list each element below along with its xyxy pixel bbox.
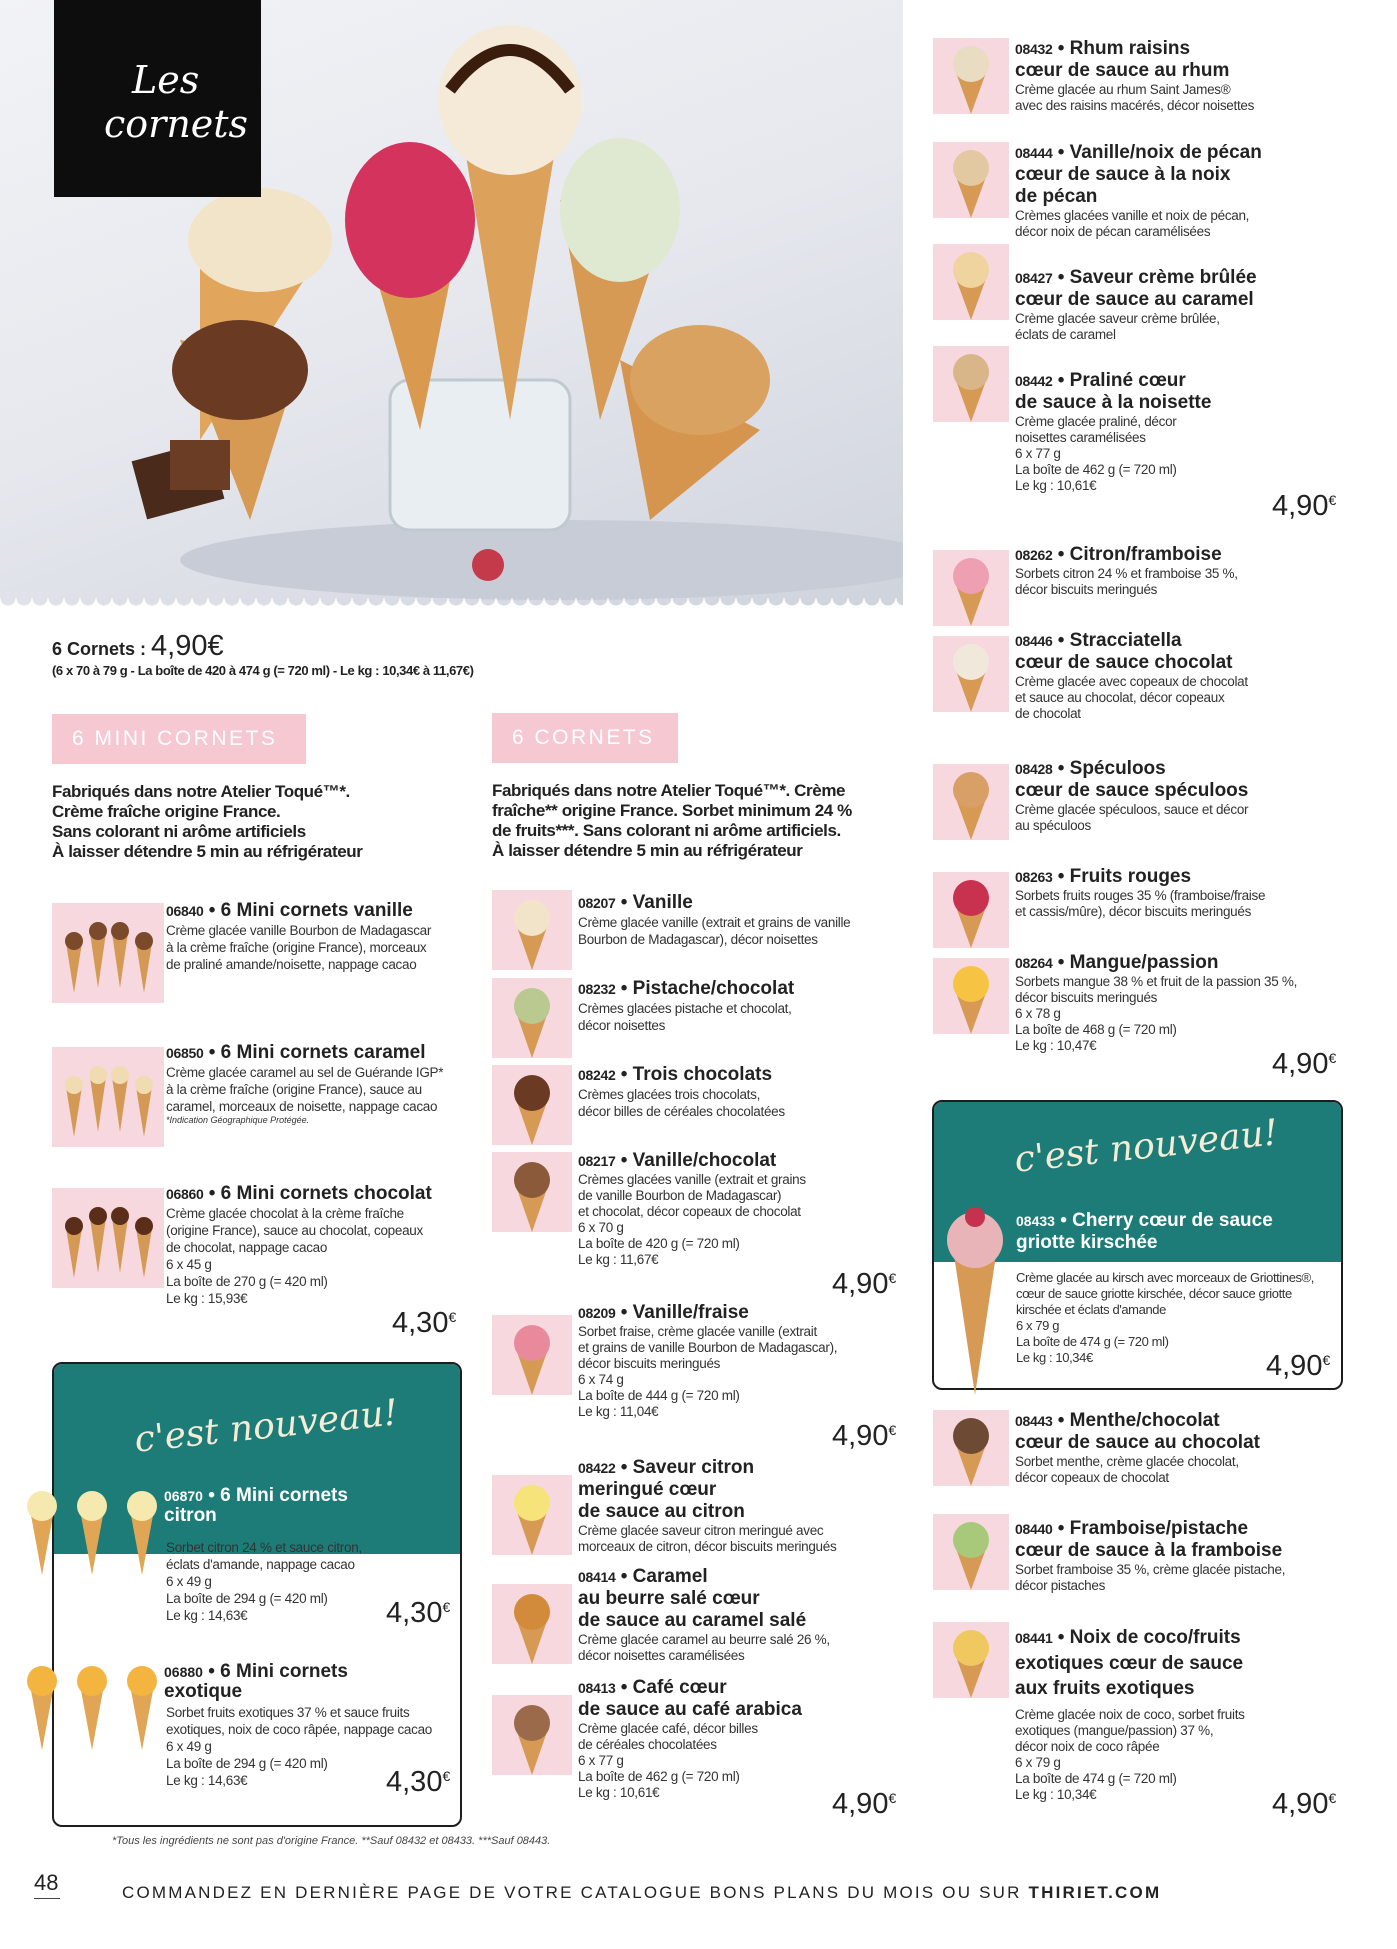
cornets-intro-line: Fabriqués dans notre Atelier Toqué™*. Crème (492, 781, 846, 800)
nouveau-script: c'est nouveau! (132, 1392, 400, 1461)
product-name: 6 Mini cornets citron (164, 1485, 348, 1526)
scalloped-edge (0, 598, 903, 624)
product-desc: Crèmes glacées pistache et chocolat, décor noisettes (578, 1001, 792, 1033)
mini-intro-line: À laisser détendre 5 min au réfrigérateur (52, 842, 363, 861)
product-name: Framboise/pistache cœur de sauce à la framboise (1015, 1518, 1283, 1561)
product-code: 08433 (1016, 1213, 1055, 1229)
mini-exotique-photo (20, 1655, 170, 1755)
price-value: 4,90 (1272, 490, 1329, 522)
product-06870-name: 06870 • 6 Mini cornets citron (164, 1485, 348, 1526)
product-name: Spéculoos cœur de sauce spéculoos (1015, 758, 1249, 801)
mini-caramel-photo (52, 1047, 164, 1147)
page-number: 48 (34, 1870, 59, 1895)
price-currency: € (1328, 1050, 1337, 1066)
price-value: 4,30 (392, 1307, 449, 1339)
product-06850: 06850 • 6 Mini cornets caramel Crème glacée caramel au sel de Guérande IGP* à la crème fraîche (origine France), sauce au caramel, morceaux de noisette, nappage cacao *Indication Géographique Protégée. (166, 1042, 466, 1125)
cornets-label: 6 Cornets : (52, 639, 147, 659)
thumb-08428 (933, 764, 1009, 840)
product-name: Noix de coco/fruits exotiques cœur de sauce aux fruits exotiques (1015, 1627, 1244, 1699)
tag-mini-cornets: 6 MINI CORNETS (52, 714, 306, 764)
price-08433 (1266, 1350, 1330, 1383)
price-06870 (386, 1597, 450, 1630)
product-08444: 08444 • Vanille/noix de pécan cœur de sauce à la noix de pécan Crèmes glacées vanille et noix de pécan, décor noix de pécan caramélisées (1015, 142, 1355, 240)
product-06840: 06840 • 6 Mini cornets vanille Crème glacée vanille Bourbon de Madagascar à la crème fraîche (origine France), morceaux de praliné amande/noisette, nappage cacao (166, 900, 466, 973)
product-code: 08232 (578, 981, 616, 997)
thumb-08441 (933, 1622, 1009, 1698)
price-value: 4,90 (1272, 1048, 1329, 1080)
price-currency: € (888, 1790, 897, 1806)
product-desc: Crèmes glacées trois chocolats, décor billes de céréales chocolatées (578, 1087, 785, 1119)
footnote: *Tous les ingrédients ne sont pas d'origine France. **Sauf 08432 et 08433. ***Sauf 08443. (112, 1835, 551, 1847)
product-08207: 08207 • Vanille Crème glacée vanille (extrait et grains de vanille Bourbon de Madagascar), décor noisettes (578, 892, 908, 948)
product-desc: Crème glacée au rhum Saint James® avec des raisins macérés, décor noisettes (1015, 82, 1255, 113)
price-value: 4,90 (832, 1268, 889, 1300)
price-06880 (386, 1766, 450, 1799)
product-08413: 08413 • Café cœur de sauce au café arabica Crème glacée café, décor billes de céréales chocolatées 6 x 77 g La boîte de 462 g (= 720 ml) Le kg : 10,61€ (578, 1677, 908, 1801)
product-name: Café cœur de sauce au café arabica (578, 1677, 802, 1720)
title-line-1: Les (132, 57, 200, 102)
product-name: 6 Mini cornets exotique (164, 1661, 348, 1702)
product-08427: 08427 • Saveur crème brûlée cœur de sauce au caramel Crème glacée saveur crème brûlée, éclats de caramel (1015, 267, 1355, 343)
thumb-08232 (492, 978, 572, 1058)
right-thumbnails (933, 38, 1009, 1118)
thumb-08262 (933, 550, 1009, 626)
product-desc: Crème glacée caramel au sel de Guérande IGP* à la crème fraîche (origine France), sauce au caramel, morceaux de noisette, nappage cacao (166, 1065, 444, 1114)
product-code: 08441 (1015, 1630, 1053, 1646)
product-code: 08413 (578, 1680, 616, 1696)
product-name: Mangue/passion (1069, 952, 1219, 973)
footer-cta (122, 1883, 1161, 1903)
product-desc: Crème glacée noix de coco, sorbet fruits exotiques (mangue/passion) 37 %, décor noix de coco râpée 6 x 79 g La boîte de 474 g (= 720 ml) Le kg : 10,34€ (1015, 1707, 1245, 1802)
product-code: 08262 (1015, 547, 1053, 563)
product-note: *Indication Géographique Protégée. (166, 1115, 310, 1125)
product-08217: 08217 • Vanille/chocolat Crèmes glacées vanille (extrait et grains de vanille Bourbon de Madagascar) et chocolat, décor copeaux de chocolat 6 x 70 g La boîte de 420 g (= 720 ml) Le kg : 11,67€ (578, 1150, 908, 1268)
product-08414: 08414 • Caramel au beurre salé cœur de sauce au caramel salé Crème glacée caramel au beurre salé 26 %, décor noisettes caramélisées (578, 1566, 908, 1664)
product-desc: Sorbet menthe, crème glacée chocolat, décor copeaux de chocolat (1015, 1454, 1239, 1485)
price-currency: € (1322, 1352, 1331, 1368)
product-desc: Sorbets fruits rouges 35 % (framboise/fraise et cassis/mûre), décor biscuits meringués (1015, 888, 1266, 919)
product-08209: 08209 • Vanille/fraise Sorbet fraise, crème glacée vanille (extrait et grains de vanille Bourbon de Madagascar), décor biscuits meringués 6 x 74 g La boîte de 444 g (= 720 ml) Le kg : 11,04€ (578, 1302, 908, 1420)
thumb-08422 (492, 1475, 572, 1555)
price-08209 (832, 1420, 896, 1453)
thumb-08263 (933, 872, 1009, 948)
price-08442 (1272, 490, 1336, 523)
product-desc: Sorbets mangue 38 % et fruit de la passion 35 %, décor biscuits meringués 6 x 78 g La boîte de 468 g (= 720 ml) Le kg : 10,47€ (1015, 974, 1298, 1053)
product-08263: 08263 • Fruits rouges Sorbets fruits rouges 35 % (framboise/fraise et cassis/mûre), décor biscuits meringués (1015, 866, 1355, 920)
product-code: 08443 (1015, 1413, 1053, 1429)
price-08217 (832, 1268, 896, 1301)
product-08440: 08440 • Framboise/pistache cœur de sauce à la framboise Sorbet framboise 35 %, crème glacée pistache, décor pistaches (1015, 1518, 1355, 1594)
price-currency: € (888, 1270, 897, 1286)
cornets-details: (6 x 70 à 79 g - La boîte de 420 à 474 g (= 720 ml) - Le kg : 10,34€ à 11,67€) (52, 663, 474, 678)
nouveau-box-mini (52, 1362, 462, 1827)
cornets-price: 4,90€ (151, 630, 224, 662)
product-code: 06850 (166, 1045, 204, 1061)
section-title (54, 0, 261, 197)
product-name: Caramel au beurre salé cœur de sauce au caramel salé (578, 1566, 807, 1631)
thumb-08432 (933, 38, 1009, 114)
price-currency: € (1328, 1790, 1337, 1806)
price-value: 4,90 (832, 1420, 889, 1452)
product-08432: 08432 • Rhum raisins cœur de sauce au rhum Crème glacée au rhum Saint James® avec des raisins macérés, décor noisettes (1015, 38, 1355, 114)
product-name: 6 Mini cornets caramel (220, 1042, 426, 1063)
product-code: 08427 (1015, 270, 1053, 286)
price-currency: € (442, 1599, 451, 1615)
cornets-intro-line: À laisser détendre 5 min au réfrigérateur (492, 841, 803, 860)
thumb-08209 (492, 1315, 572, 1395)
product-code: 06860 (166, 1186, 204, 1202)
product-name: Praliné cœur de sauce à la noisette (1015, 370, 1212, 413)
product-08433-desc: Crème glacée au kirsch avec morceaux de Griottines®, cœur de sauce griotte kirschée, décor sauce griotte kirschée et éclats d'amande 6 x 79 g La boîte de 474 g (= 720 ml) Le kg : 10,34€ (1016, 1270, 1315, 1365)
product-code: 08264 (1015, 955, 1053, 971)
product-code: 08207 (578, 895, 616, 911)
cornets-summary (52, 630, 224, 663)
price-08441 (1272, 1788, 1336, 1821)
mini-intro (52, 782, 363, 862)
product-code: 08242 (578, 1067, 616, 1083)
thumb-08217 (492, 1152, 572, 1232)
product-name: Citron/framboise (1069, 544, 1222, 565)
mini-vanille-photo (52, 903, 164, 1003)
price-08264 (1272, 1048, 1336, 1081)
mini-intro-line: Crème fraîche origine France. (52, 802, 281, 821)
cornets-intro (492, 781, 852, 861)
thumb-08440 (933, 1514, 1009, 1590)
product-08422: 08422 • Saveur citron meringué cœur de sauce au citron Crème glacée saveur citron meringué avec morceaux de citron, décor biscuits meringués (578, 1457, 908, 1555)
product-desc: Sorbets citron 24 % et framboise 35 %, décor biscuits meringués (1015, 566, 1238, 597)
product-desc: Crème glacée saveur crème brûlée, éclats de caramel (1015, 311, 1220, 342)
price-value: 4,90 (832, 1788, 889, 1820)
product-desc: Sorbet framboise 35 %, crème glacée pistache, décor pistaches (1015, 1562, 1286, 1593)
product-code: 08428 (1015, 761, 1053, 777)
product-08428: 08428 • Spéculoos cœur de sauce spéculoos Crème glacée spéculoos, sauce et décor au spéculoos (1015, 758, 1355, 834)
cherry-cone-photo (940, 1195, 1010, 1395)
product-desc: Crème glacée vanille (extrait et grains de vanille Bourbon de Madagascar), décor noisettes (578, 915, 851, 947)
product-08443: 08443 • Menthe/chocolat cœur de sauce au chocolat Sorbet menthe, crème glacée chocolat, décor copeaux de chocolat (1015, 1410, 1355, 1486)
price-value: 4,90 (1266, 1350, 1323, 1382)
thumb-08442 (933, 346, 1009, 422)
product-08433-name: 08433 • Cherry cœur de sauce griotte kirschée (1016, 1210, 1273, 1253)
product-08262: 08262 • Citron/framboise Sorbets citron 24 % et framboise 35 %, décor biscuits meringués (1015, 544, 1355, 598)
product-name: 6 Mini cornets chocolat (220, 1183, 432, 1204)
product-desc: Crème glacée praliné, décor noisettes caramélisées 6 x 77 g La boîte de 462 g (= 720 ml) Le kg : 10,61€ (1015, 414, 1177, 493)
product-name: Fruits rouges (1069, 866, 1192, 887)
product-desc: Crème glacée chocolat à la crème fraîche (origine France), sauce au chocolat, copeaux de chocolat, nappage cacao 6 x 45 g La boîte de 270 g (= 420 ml) Le kg : 15,93€ (166, 1206, 423, 1306)
thumb-08413 (492, 1695, 572, 1775)
product-code: 08217 (578, 1153, 616, 1169)
product-desc: Crème glacée avec copeaux de chocolat et sauce au chocolat, décor copeaux de chocolat (1015, 674, 1248, 721)
product-name: Saveur citron meringué cœur de sauce au citron (578, 1457, 755, 1522)
thumb-08443 (933, 1410, 1009, 1486)
product-name: 6 Mini cornets vanille (220, 900, 413, 921)
price-08413 (832, 1788, 896, 1821)
page-number-underline (34, 1898, 60, 1899)
tag-cornets: 6 CORNETS (492, 713, 678, 763)
product-08441: 08441 • Noix de coco/fruits exotiques cœur de sauce aux fruits exotiques Crème glacée noix de coco, sorbet fruits exotiques (mangue/passion) 37 %, décor noix de coco râpée 6 x 79 g La boîte de 474 g (= 720 ml) Le kg : 10,34€ (1015, 1625, 1355, 1803)
product-name: Stracciatella cœur de sauce chocolat (1015, 630, 1233, 673)
product-desc: Crèmes glacées vanille (extrait et grains de vanille Bourbon de Madagascar) et chocolat, décor copeaux de chocolat 6 x 70 g La boîte de 420 g (= 720 ml) Le kg : 11,67€ (578, 1172, 806, 1267)
product-code: 08442 (1015, 373, 1053, 389)
product-06860: 06860 • 6 Mini cornets chocolat Crème glacée chocolat à la crème fraîche (origine France), sauce au chocolat, copeaux de chocolat, nappage cacao 6 x 45 g La boîte de 270 g (= 420 ml) Le kg : 15,93€ (166, 1183, 466, 1307)
product-06870-desc: Sorbet citron 24 % et sauce citron, éclats d'amande, nappage cacao 6 x 49 g La boîte de 294 g (= 420 ml) Le kg : 14,63€ (166, 1540, 362, 1623)
product-name: Vanille/fraise (632, 1302, 749, 1323)
nouveau-script: c'est nouveau! (1012, 1112, 1280, 1181)
product-08264: 08264 • Mangue/passion Sorbets mangue 38 % et fruit de la passion 35 %, décor biscuits meringués 6 x 78 g La boîte de 468 g (= 720 ml) Le kg : 10,47€ (1015, 952, 1355, 1054)
mini-citron-photo (20, 1480, 170, 1580)
title-line-2: cornets (104, 101, 249, 146)
thumb-08427 (933, 244, 1009, 320)
product-desc: Crème glacée saveur citron meringué avec morceaux de citron, décor biscuits meringués (578, 1523, 837, 1554)
product-code: 06880 (164, 1664, 203, 1680)
product-code: 06840 (166, 903, 204, 919)
product-code: 08209 (578, 1305, 616, 1321)
thumb-08414 (492, 1584, 572, 1664)
product-08446: 08446 • Stracciatella cœur de sauce chocolat Crème glacée avec copeaux de chocolat et sauce au chocolat, décor copeaux de chocolat (1015, 630, 1355, 722)
product-name: Rhum raisins cœur de sauce au rhum (1015, 38, 1230, 81)
cornets-thumbnails (492, 890, 572, 1830)
product-code: 08263 (1015, 869, 1053, 885)
product-06880-name: 06880 • 6 Mini cornets exotique (164, 1661, 348, 1702)
product-name: Vanille (632, 892, 693, 913)
product-name: Menthe/chocolat cœur de sauce au chocolat (1015, 1410, 1260, 1453)
product-code: 08446 (1015, 633, 1053, 649)
product-desc: Crème glacée vanille Bourbon de Madagascar à la crème fraîche (origine France), morceaux de praliné amande/noisette, nappage cacao (166, 923, 432, 972)
product-desc: Crème glacée caramel au beurre salé 26 %, décor noisettes caramélisées (578, 1632, 830, 1663)
footer-text: COMMANDEZ EN DERNIÈRE PAGE DE VOTRE CATALOGUE BONS PLANS DU MOIS OU SUR (122, 1883, 1029, 1902)
product-name: Vanille/noix de pécan cœur de sauce à la noix de pécan (1015, 142, 1262, 207)
mini-chocolat-photo (52, 1188, 164, 1288)
product-desc: Crèmes glacées vanille et noix de pécan, décor noix de pécan caramélisées (1015, 208, 1250, 239)
product-code: 08414 (578, 1569, 616, 1585)
product-name: Saveur crème brûlée cœur de sauce au caramel (1015, 267, 1257, 310)
cornets-intro-line: de fruits***. Sans colorant ni arôme artificiels. (492, 821, 841, 840)
price-06860 (392, 1307, 456, 1340)
footer-brand-link[interactable]: THIRIET.COM (1028, 1883, 1162, 1902)
thumb-08207 (492, 890, 572, 970)
price-value: 4,90 (1272, 1788, 1329, 1820)
thumb-08242 (492, 1065, 572, 1145)
price-currency: € (1328, 492, 1337, 508)
product-desc: Crème glacée café, décor billes de céréales chocolatées 6 x 77 g La boîte de 462 g (= 720 ml) Le kg : 10,61€ (578, 1721, 758, 1800)
price-currency: € (442, 1768, 451, 1784)
price-currency: € (448, 1309, 457, 1325)
product-name: Pistache/chocolat (632, 978, 795, 999)
product-name: Vanille/chocolat (632, 1150, 777, 1171)
product-code: 08444 (1015, 145, 1053, 161)
product-name: Cherry cœur de sauce griotte kirschée (1016, 1210, 1273, 1253)
price-value: 4,30 (386, 1766, 443, 1798)
price-currency: € (888, 1422, 897, 1438)
product-desc: Crème glacée spéculoos, sauce et décor au spéculoos (1015, 802, 1249, 833)
product-code: 08432 (1015, 41, 1053, 57)
right-thumbnails-2 (933, 1410, 1009, 1770)
product-08442: 08442 • Praliné cœur de sauce à la noisette Crème glacée praliné, décor noisettes caramélisées 6 x 77 g La boîte de 462 g (= 720 ml) Le kg : 10,61€ (1015, 370, 1355, 494)
product-code: 08422 (578, 1460, 616, 1476)
product-code: 06870 (164, 1488, 203, 1504)
mini-intro-line: Sans colorant ni arôme artificiels (52, 822, 306, 841)
thumb-08264 (933, 958, 1009, 1034)
thumb-08446 (933, 636, 1009, 712)
cornets-intro-line: fraîche** origine France. Sorbet minimum 24 % (492, 801, 852, 820)
price-value: 4,30 (386, 1597, 443, 1629)
product-08242: 08242 • Trois chocolats Crèmes glacées trois chocolats, décor billes de céréales chocolatées (578, 1064, 908, 1120)
product-06880-desc: Sorbet fruits exotiques 37 % et sauce fruits exotiques, noix de coco râpée, nappage cacao 6 x 49 g La boîte de 294 g (= 420 ml) Le kg : 14,63€ (166, 1705, 433, 1788)
thumb-08444 (933, 142, 1009, 218)
product-08232: 08232 • Pistache/chocolat Crèmes glacées pistache et chocolat, décor noisettes (578, 978, 908, 1034)
product-code: 08440 (1015, 1521, 1053, 1537)
product-desc: Sorbet fraise, crème glacée vanille (extrait et grains de vanille Bourbon de Madagascar), décor biscuits meringués 6 x 74 g La boîte de 444 g (= 720 ml) Le kg : 11,04€ (578, 1324, 838, 1419)
mini-intro-line: Fabriqués dans notre Atelier Toqué™*. (52, 782, 350, 801)
product-name: Trois chocolats (632, 1064, 773, 1085)
